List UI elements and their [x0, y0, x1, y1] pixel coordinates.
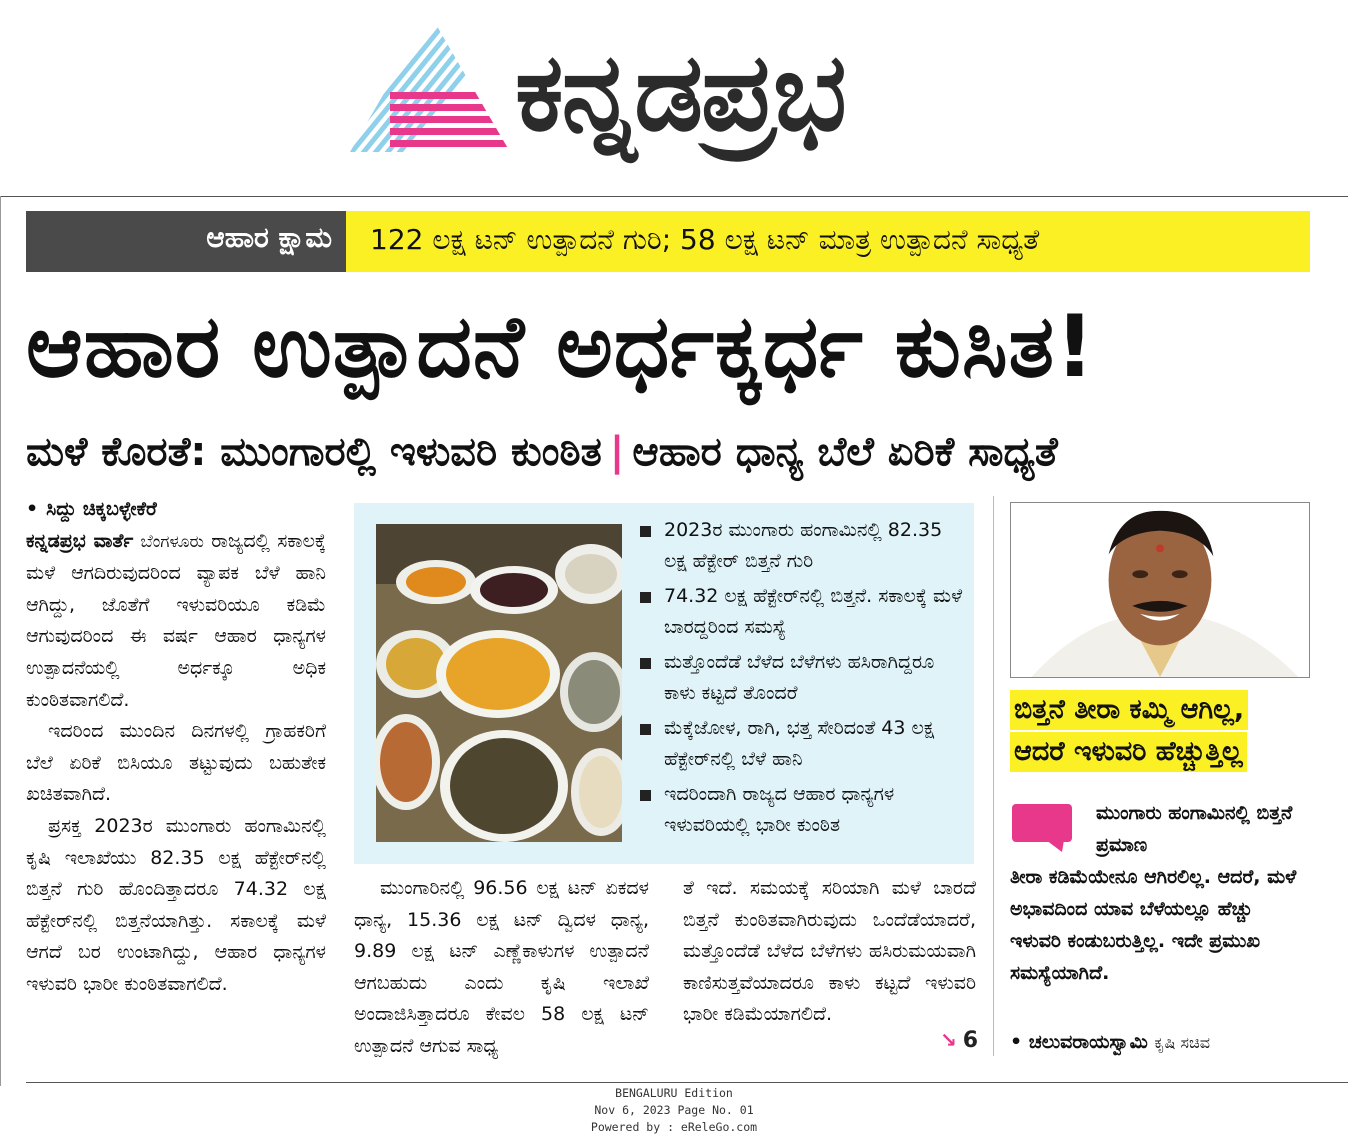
highlight-item: [640, 779, 965, 841]
attribution-bullet: •: [1010, 1031, 1023, 1053]
kicker-label-box: [26, 211, 346, 272]
masthead: [0, 0, 1348, 196]
highlight-item: [640, 515, 965, 577]
article-column-1: [26, 494, 326, 1001]
masthead-rule: [0, 196, 1348, 197]
article-para-3: ಪ್ರಸಕ್ತ 2023ರ ಮುಂಗಾರು ಹಂಗಾಮಿನಲ್ಲಿ ಕೃಷಿ ಇಲಾಖೆಯು 82.35 ಲಕ್ಷ ಹೆಕ್ಟೇರ್‌ನಲ್ಲಿ ಬಿತ್ತನೆ ಗುರಿ ಹೊಂದಿತ್ತಾದರೂ 74.32 ಲಕ್ಷ ಹೆಕ್ಟೇರ್‌ನಲ್ಲಿ ಬಿತ್ತನೆಯಾಗಿತ್ತು. ಸಕಾಲಕ್ಕೆ ಮಳೆ ಆಗದೆ ಬರ ಉಂಟಾಗಿದ್ದು, ಆಹಾರ ಧಾನ್ಯಗಳ ಇಳುವರಿ ಭಾರೀ ಕುಂಠಿತವಾಗಲಿದೆ.: [26, 814, 326, 995]
highlight-item: [640, 581, 965, 643]
pull-quote-line-2: ಆದರೆ ಇಳುವರಿ ಹೆಚ್ಚುತ್ತಿಲ್ಲ: [1010, 732, 1247, 772]
column-divider: [993, 496, 994, 1056]
dateline-city: ಬೆಂಗಳೂರು: [140, 531, 204, 552]
pull-quote-attribution: [1010, 1026, 1210, 1059]
attribution-name: ಚಲುವರಾಯಸ್ವಾಮಿ: [1028, 1031, 1148, 1053]
kicker-text: 122 ಲಕ್ಷ ಟನ್ ಉತ್ಪಾದನೆ ಗುರಿ; 58 ಲಕ್ಷ ಟನ್ ಮಾತ್ರ ಉತ್ಪಾದನೆ ಸಾಧ್ಯತೆ: [370, 223, 1040, 256]
square-bullet-icon: [640, 724, 651, 735]
footer-rule: [26, 1082, 1348, 1083]
footer-edition: BENGALURU Edition: [615, 1086, 733, 1100]
highlight-text: ಇದರಿಂದಾಗಿ ರಾಜ್ಯದ ಆಹಾರ ಧಾನ್ಯಗಳ ಇಳುವರಿಯಲ್ಲಿ ಭಾರೀ ಕುಂಠಿತ: [664, 783, 895, 836]
grain-sacks-photo: [376, 524, 622, 842]
article-para-5: ತೆ ಇದೆ. ಸಮಯಕ್ಕೆ ಸರಿಯಾಗಿ ಮಳೆ ಬಾರದೆ ಬಿತ್ತನೆ ಕುಂಠಿತವಾಗಿರುವುದು ಒಂದೆಡೆಯಾದರೆ, ಮತ್ತೊಂದೆಡೆ ಬೆಳೆದ ಬೆಳೆಗಳು ಹಸಿರುಮಯವಾಗಿ ಕಾಣಿಸುತ್ತವೆಯಾದರೂ ಕಾಳು ಕಟ್ಟದೆ ಇಳುವರಿ ಭಾರೀ ಕಡಿಮೆಯಾಗಲಿದೆ.: [683, 877, 976, 1026]
square-bullet-icon: [640, 658, 651, 669]
pull-quote-first-lines: ಮುಂಗಾರು ಹಂಗಾಮಿನಲ್ಲಿ ಬಿತ್ತನೆ ಪ್ರಮಾಣ: [1096, 802, 1293, 856]
highlight-text: 2023ರ ಮುಂಗಾರು ಹಂಗಾಮಿನಲ್ಲಿ 82.35 ಲಕ್ಷ ಹೆಕ್ಟೇರ್ ಬಿತ್ತನೆ ಗುರಿ: [664, 519, 943, 572]
highlights-list: [640, 515, 965, 845]
jump-arrow-icon: ↘: [940, 1028, 957, 1052]
page-footer: [0, 1085, 1348, 1136]
kicker-strap: [346, 211, 1310, 272]
article-para-4: ಮುಂಗಾರಿನಲ್ಲಿ 96.56 ಲಕ್ಷ ಟನ್ ಏಕದಳ ಧಾನ್ಯ, 15.36 ಲಕ್ಷ ಟನ್ ದ್ವಿದಳ ಧಾನ್ಯ, 9.89 ಲಕ್ಷ ಟನ್ ಎಣ್ಣೆಕಾಳುಗಳ ಉತ್ಪಾದನೆ ಆಗಬಹುದು ಎಂದು ಕೃಷಿ ಇಲಾಖೆ ಅಂದಾಜಿಸಿತ್ತಾದರೂ ಕೇವಲ 58 ಲಕ್ಷ ಟನ್ ಉತ್ಪಾದನೆ ಆಗುವ ಸಾಧ್ಯ: [354, 877, 649, 1057]
highlight-item: [640, 713, 965, 775]
dateline-org: ಕನ್ನಡಪ್ರಭ ವಾರ್ತೆ: [26, 529, 134, 552]
subheadline: [26, 424, 1326, 480]
jump-page-number: 6: [962, 1028, 979, 1053]
continued-on-page[interactable]: [940, 1028, 978, 1053]
article-para-2: ಇದರಿಂದ ಮುಂದಿನ ದಿನಗಳಲ್ಲಿ ಗ್ರಾಹಕರಿಗೆ ಬೆಲೆ ಏರಿಕೆ ಬಿಸಿಯೂ ತಟ್ಟುವುದು ಬಹುತೇಕ ಖಚಿತವಾಗಿದೆ.: [26, 720, 326, 806]
article-paragraph: [26, 526, 326, 717]
highlights-box: [354, 503, 974, 864]
masthead-title: ಕನ್ನಡಪ್ರಭ: [515, 30, 845, 155]
highlight-item: [640, 647, 965, 709]
highlight-text: ಮೆಕ್ಕೆಜೋಳ, ರಾಗಿ, ಭತ್ತ ಸೇರಿದಂತೆ 43 ಲಕ್ಷ ಹೆಕ್ಟೇರ್‌ನಲ್ಲಿ ಬೆಳೆ ಹಾನಿ: [664, 717, 935, 770]
pull-quote-line-1: ಬಿತ್ತನೆ ತೀರಾ ಕಮ್ಮಿ ಆಗಿಲ್ಲ,: [1010, 690, 1248, 730]
pull-quote-rest: ತೀರಾ ಕಡಿಮೆಯೇನೂ ಆಗಿರಲಿಲ್ಲ. ಆದರೆ, ಮಳೆ ಅಭಾವದಿಂದ ಯಾವ ಬೆಳೆಯಲ್ಲೂ ಹೆಚ್ಚು ಇಳುವರಿ ಕಂಡುಬರುತ್ತಿಲ್ಲ. ಇದೇ ಪ್ರಮುಖ ಸಮಸ್ಯೆಯಾಗಿದೆ.: [1010, 866, 1297, 984]
subhead-left: ಮಳೆ ಕೊರತೆ: ಮುಂಗಾರಲ್ಲಿ ಇಳುವರಿ ಕುಂಠಿತ: [26, 429, 602, 475]
headline: ಆಹಾರ ಉತ್ಪಾದನೆ ಅರ್ಧಕ್ಕರ್ಧ ಕುಸಿತ!: [26, 297, 1096, 397]
subhead-right: ಆಹಾರ ಧಾನ್ಯ ಬೆಲೆ ಏರಿಕೆ ಸಾಧ್ಯತೆ: [632, 429, 1058, 475]
square-bullet-icon: [640, 790, 651, 801]
footer-date-page: Nov 6, 2023 Page No. 01: [594, 1103, 754, 1117]
square-bullet-icon: [640, 592, 651, 603]
pull-quote-body: [1010, 797, 1310, 989]
byline: [26, 494, 326, 526]
footer-powered-by[interactable]: Powered by : eReleGo.com: [590, 1120, 758, 1134]
square-bullet-icon: [640, 526, 651, 537]
attribution-title: ಕೃಷಿ ಸಚಿವ: [1154, 1033, 1210, 1052]
dateline: [26, 530, 204, 552]
highlight-text: ಮತ್ತೊಂದೆಡೆ ಬೆಳೆದ ಬೆಳೆಗಳು ಹಸಿರಾಗಿದ್ದರೂ ಕಾಳು ಕಟ್ಟದೆ ತೊಂದರೆ: [664, 651, 935, 704]
article-para-1: ರಾಜ್ಯದಲ್ಲಿ ಸಕಾಲಕ್ಕೆ ಮಳೆ ಆಗದಿರುವುದರಿಂದ ವ್ಯಾಪಕ ಬೆಳೆ ಹಾನಿ ಆಗಿದ್ದು, ಜೊತೆಗೆ ಇಳುವರಿಯೂ ಕಡಿಮೆ ಆಗುವುದರಿಂದ ಈ ವರ್ಷ ಆಹಾರ ಧಾನ್ಯಗಳ ಉತ್ಪಾದನೆಯಲ್ಲಿ ಅರ್ಧಕ್ಕೂ ಅಧಿಕ ಕುಂಠಿತವಾಗಲಿದೆ.: [26, 529, 326, 711]
kicker-label: ಆಹಾರ ಕ್ಷಾಮ: [206, 221, 332, 254]
highlight-text: 74.32 ಲಕ್ಷ ಹೆಕ್ಟೇರ್‌ನಲ್ಲಿ ಬಿತ್ತನೆ. ಸಕಾಲಕ್ಕೆ ಮಳೆ ಬಾರದ್ದರಿಂದ ಸಮಸ್ಯೆ: [664, 585, 963, 638]
pull-quote-headline: [1010, 690, 1310, 774]
byline-bullet: •: [26, 498, 39, 520]
subhead-separator: |: [609, 429, 625, 475]
minister-portrait-photo: [1010, 502, 1310, 678]
byline-name: ಸಿದ್ದು ಚಿಕ್ಕಬಳ್ಳೇಕೆರೆ: [46, 498, 157, 520]
kannadaprabha-logo-icon: [350, 14, 510, 152]
page-edge-rule: [0, 196, 1, 1086]
